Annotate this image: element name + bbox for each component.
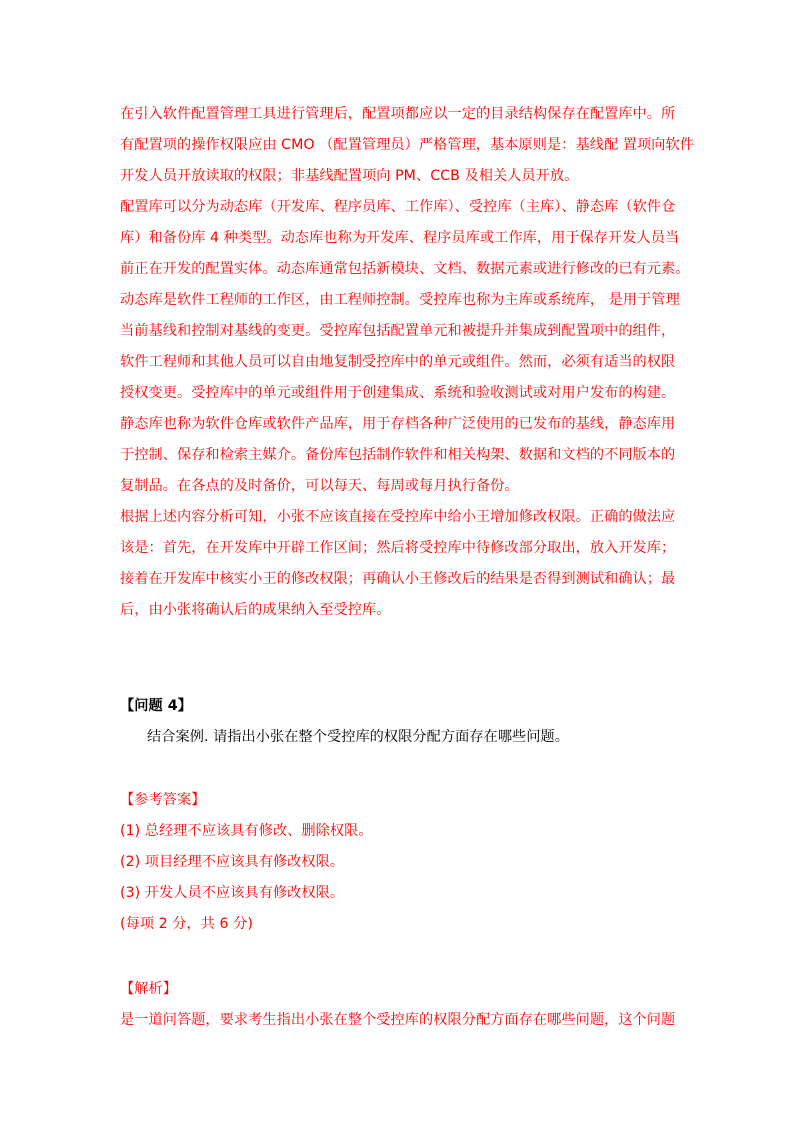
reference-answer-item-2: (2) 项目经理不应该具有修改权限。 (120, 854, 345, 870)
question4-prompt: 结合案例. 请指出小张在整个受控库的权限分配方面存在哪些问题。 (147, 729, 570, 745)
paragraph2-line3: 前正在开发的配置实体。动态库通常包括新模块、文档、数据元素或进行修改的已有元素。 (120, 261, 690, 277)
paragraph3-line3: 接着在开发库中核实小王的修改权限；再确认小王修改后的结果是否得到测试和确认；最 (120, 571, 676, 587)
reference-answer-item-1: (1) 总经理不应该具有修改、删除权限。 (120, 823, 373, 839)
paragraph1-line1: 在引入软件配置管理工具进行管理后，配置项都应以一定的目录结构保存在配置库中。所 (120, 106, 676, 122)
paragraph3-line2: 该是：首先，在开发库中开辟工作区间；然后将受控库中待修改部分取出，放入开发库； (120, 540, 676, 556)
paragraph2-line2: 库）和备份库 4 种类型。动态库也称为开发库、程序员库或工作库，用于保存开发人员当 (120, 230, 680, 246)
analysis-heading: 【解析】 (120, 981, 177, 997)
paragraph3-line1: 根据上述内容分析可知，小张不应该直接在受控库中给小王增加修改权限。正确的做法应 (120, 509, 676, 525)
paragraph2-line4: 动态库是软件工程师的工作区，由工程师控制。受控库也称为主库或系统库， 是用于管理 (120, 292, 680, 308)
paragraph2-line7: 授权变更。受控库中的单元或组件用于创建集成、系统和验收测试或对用户发布的构建。 (120, 385, 676, 401)
paragraph2-line5: 当前基线和控制对基线的变更。受控库包括配置单元和被提升并集成到配置项中的组件， (120, 323, 676, 339)
analysis-line1: 是一道问答题，要求考生指出小张在整个受控库的权限分配方面存在哪些问题，这个问题 (120, 1012, 676, 1028)
paragraph3-line4: 后，由小张将确认后的成果纳入至受控库。 (120, 602, 391, 618)
reference-answer-item-3: (3) 开发人员不应该具有修改权限。 (120, 885, 345, 901)
paragraph2-line10: 复制品。在各点的及时备价，可以每天、每周或每月执行备份。 (120, 478, 519, 494)
paragraph1-line2: 有配置项的操作权限应由 CMO （配置管理员）严格管理，基本原则是：基线配 置项向软件 (120, 137, 694, 153)
paragraph2-line1: 配置库可以分为动态库（开发库、程序员库、工作库）、受控库（主库）、静态库（软件仓 (120, 199, 676, 215)
paragraph2-line9: 于控制、保存和检索主媒介。备份库包括制作软件和相关构架、数据和文档的不同版本的 (120, 447, 676, 463)
question4-heading: 【问题 4】 (120, 698, 192, 714)
reference-answer-heading: 【参考答案】 (120, 792, 206, 808)
reference-answer-scoring: (每项 2 分，共 6 分) (120, 916, 253, 932)
paragraph2-line8: 静态库也称为软件仓库或软件产品库，用于存档各种广泛使用的已发布的基线，静态库用 (120, 416, 676, 432)
paragraph1-line3: 开发人员开放读取的权限；非基线配置项向 PM、CCB 及相关人员开放。 (120, 168, 579, 184)
paragraph2-line6: 软件工程师和其他人员可以自由地复制受控库中的单元或组件。然而，必须有适当的权限 (120, 354, 676, 370)
